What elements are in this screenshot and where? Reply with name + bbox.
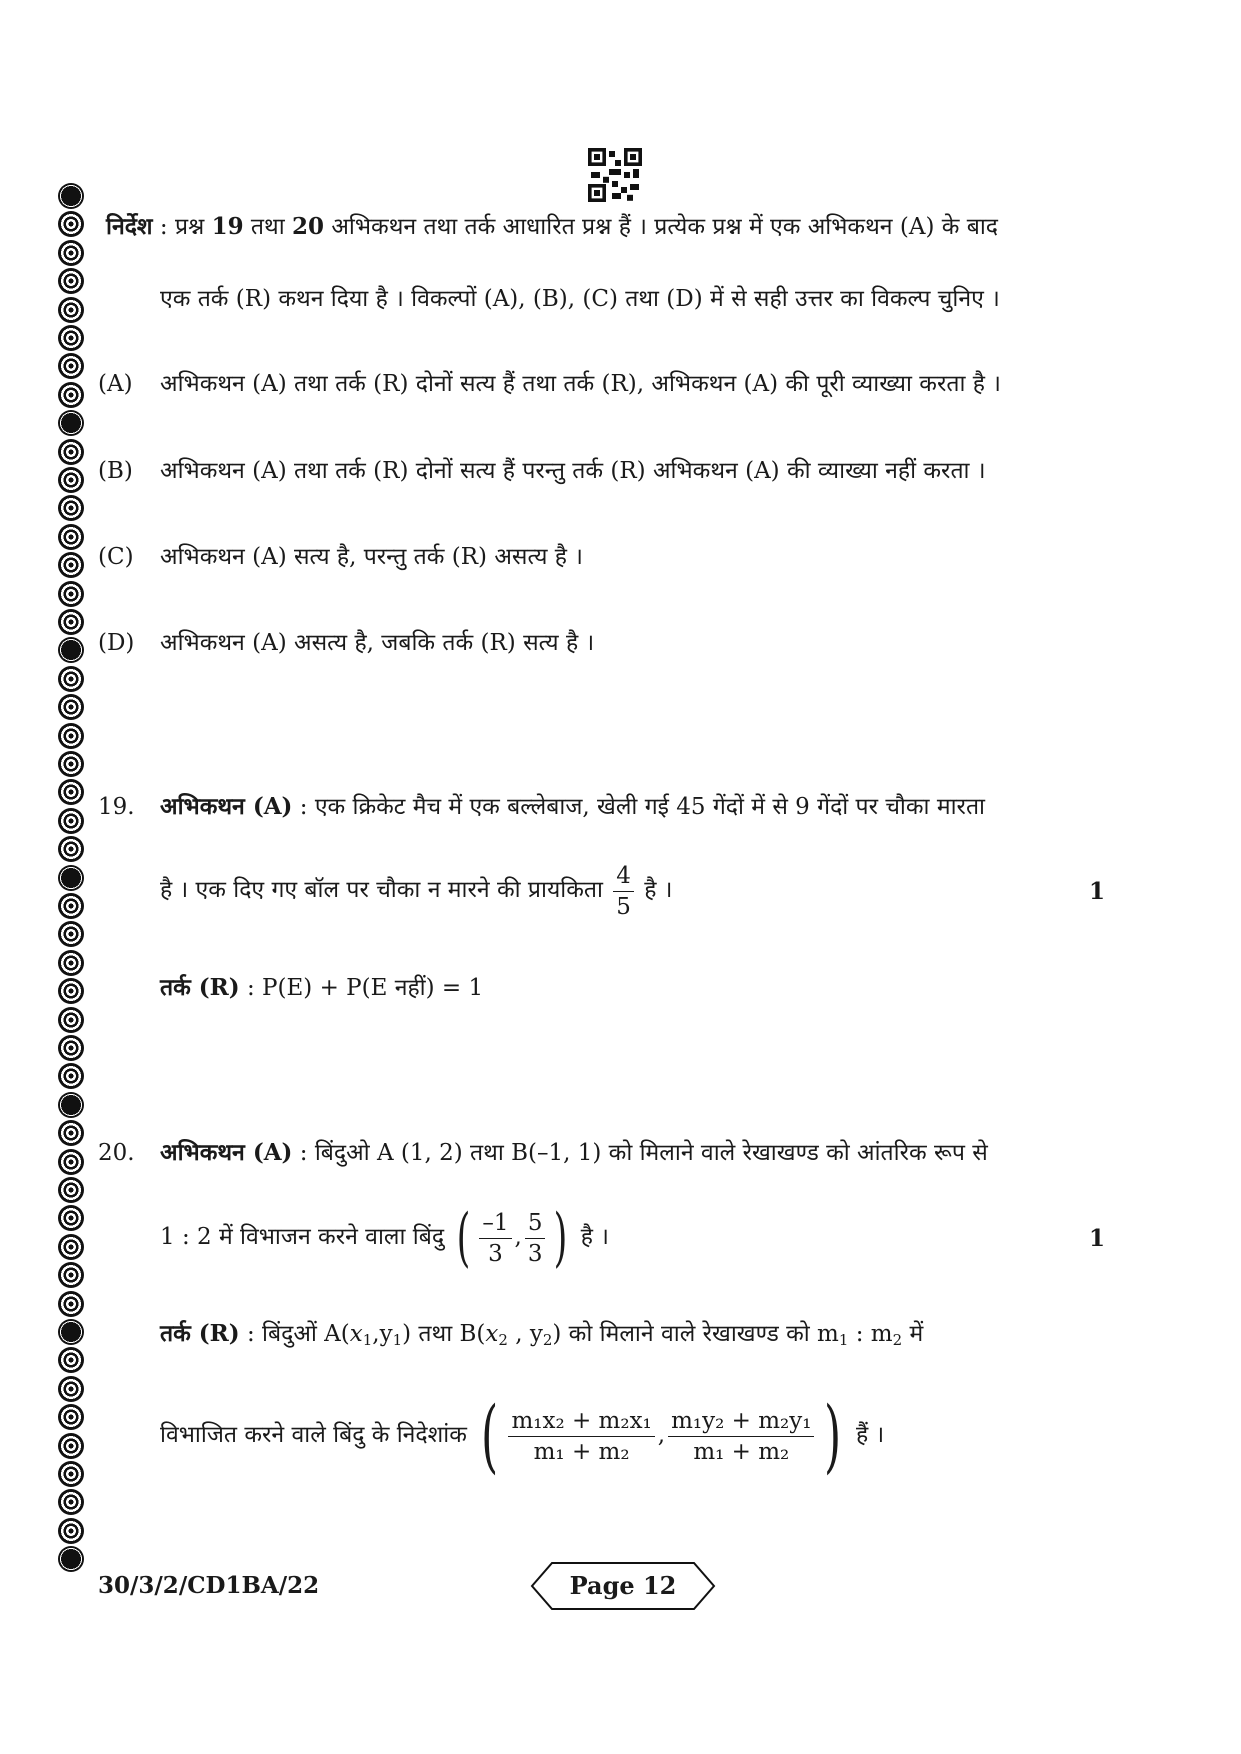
margin-ring	[58, 1291, 84, 1317]
margin-ring	[58, 183, 84, 209]
margin-ring	[58, 921, 84, 947]
option-b-text: अभिकथन (A) तथा तर्क (R) दोनों सत्य हैं परन्तु तर्क (R) अभिकथन (A) की व्याख्या नहीं करता ।	[160, 458, 986, 484]
q20-reason-label: तर्क (R)	[160, 1320, 240, 1347]
margin-ring	[58, 581, 84, 607]
margin-ring	[58, 1262, 84, 1288]
q19-marks: 1	[1089, 878, 1106, 905]
q20-coord-y: $\frac{\text{m₁y₂ + m₂y₁}}{\text{m₁ + m₂}}$	[668, 1407, 814, 1466]
margin-ring	[58, 637, 84, 663]
margin-ring	[58, 1546, 84, 1572]
margin-ring	[58, 751, 84, 777]
margin-ring-border	[56, 183, 88, 1578]
margin-ring	[58, 779, 84, 805]
margin-ring	[58, 978, 84, 1004]
q19-assertion-label: अभिकथन (A)	[160, 793, 293, 820]
margin-ring	[58, 723, 84, 749]
margin-ring	[58, 467, 84, 493]
margin-ring	[58, 609, 84, 635]
margin-ring	[58, 1404, 84, 1430]
q20-reason-line-2: विभाजित करने वाले बिंदु के निदेशांक ( $\frac{\text{m₁x₂ + m₂x₁}}{\text{m₁ + m₂}}$ , $\frac{\text{m₁y₂ + m₂y₁}}{\text{m₁ + m₂}}$ ) हैं ।	[160, 1389, 885, 1482]
margin-ring	[58, 382, 84, 408]
instructions-label: निर्देश	[106, 213, 153, 240]
q20-number: 20.	[98, 1140, 135, 1166]
margin-ring	[58, 666, 84, 692]
q20-assertion-label: अभिकथन (A)	[160, 1139, 293, 1166]
option-b-label: (B)	[98, 458, 133, 484]
q20-reason-line-1: तर्क (R) : बिंदुओं $A(x_1,y_1)$ तथा $B(x_2$ , $y_2$) को मिलाने वाले रेखाखण्ड को $m_1$ : $m_2$ में	[160, 1320, 924, 1349]
margin-ring	[58, 836, 84, 862]
q19-reason: तर्क (R) : P(E) + P(E नहीं) = 1	[160, 974, 484, 1001]
q20-marks: 1	[1089, 1225, 1106, 1252]
margin-ring	[58, 325, 84, 351]
margin-ring	[58, 297, 84, 323]
margin-ring	[58, 1120, 84, 1146]
option-d-text: अभिकथन (A) असत्य है, जबकि तर्क (R) सत्य है ।	[160, 630, 595, 656]
margin-ring	[58, 552, 84, 578]
page-label: Page 12	[569, 1571, 677, 1600]
option-a-label: (A)	[98, 371, 133, 397]
margin-ring	[58, 1433, 84, 1459]
margin-ring	[58, 1234, 84, 1260]
margin-ring	[58, 410, 84, 436]
margin-ring	[58, 893, 84, 919]
margin-ring	[58, 950, 84, 976]
q20-assertion-line-2: 1 : 2 में विभाजन करने वाला बिंदु ( $\frac{-1}{3}$ , $\frac{5}{3}$ ) है ।	[160, 1201, 609, 1275]
margin-ring	[58, 694, 84, 720]
q19-assertion-line-1: अभिकथन (A) : एक क्रिकेट मैच में एक बल्लेबाज, खेली गई 45 गेंदों में से 9 गेंदों पर चौका मारता	[160, 793, 986, 820]
margin-ring	[58, 1518, 84, 1544]
margin-ring	[58, 1376, 84, 1402]
margin-ring	[58, 353, 84, 379]
margin-ring	[58, 865, 84, 891]
margin-ring	[58, 1461, 84, 1487]
margin-ring	[58, 495, 84, 521]
margin-ring	[58, 268, 84, 294]
instructions-line-1: निर्देश : प्रश्न 19 तथा 20 अभिकथन तथा तर्क आधारित प्रश्न हैं । प्रत्येक प्रश्न में एक अभिकथन (A) के बाद	[106, 213, 999, 240]
option-c-label: (C)	[98, 544, 134, 570]
option-a-text: अभिकथन (A) तथा तर्क (R) दोनों सत्य हैं तथा तर्क (R), अभिकथन (A) की पूरी व्याख्या करता है ।	[160, 371, 1001, 397]
q19-fraction: $\frac{4}{5}$	[613, 862, 634, 921]
margin-ring	[58, 1347, 84, 1373]
margin-ring	[58, 808, 84, 834]
margin-ring	[58, 439, 84, 465]
q19-assertion-line-2: है । एक दिए गए बॉल पर चौका न मारने की प्रायकिता $\frac{4}{5}$ है ।	[160, 862, 673, 920]
q20-fraction-y: $\frac{5}{3}$	[525, 1209, 546, 1268]
margin-ring	[58, 1205, 84, 1231]
margin-ring	[58, 211, 84, 237]
page-number-badge	[528, 1560, 718, 1612]
q19-number: 19.	[98, 794, 135, 820]
option-d-label: (D)	[98, 630, 135, 656]
margin-ring	[58, 1489, 84, 1515]
q20-coord-x: $\frac{\text{m₁x₂ + m₂x₁}}{\text{m₁ + m₂}}$	[508, 1407, 654, 1466]
q19-reason-label: तर्क (R)	[160, 974, 240, 1001]
margin-ring	[58, 1063, 84, 1089]
margin-ring	[58, 1177, 84, 1203]
margin-ring	[58, 240, 84, 266]
margin-ring	[58, 1319, 84, 1345]
margin-ring	[58, 524, 84, 550]
instructions-line-2: एक तर्क (R) कथन दिया है । विकल्पों (A), (B), (C) तथा (D) में से सही उत्तर का विकल्प चुनिए ।	[160, 286, 1000, 312]
margin-ring	[58, 1007, 84, 1033]
q20-fraction-x: $\frac{-1}{3}$	[479, 1209, 511, 1268]
margin-ring	[58, 1035, 84, 1061]
option-c-text: अभिकथन (A) सत्य है, परन्तु तर्क (R) असत्य है ।	[160, 544, 584, 570]
qr-code	[588, 148, 642, 202]
q20-assertion-line-1: अभिकथन (A) : बिंदुओ A (1, 2) तथा B(–1, 1) को मिलाने वाले रेखाखण्ड को आंतरिक रूप से	[160, 1139, 988, 1166]
margin-ring	[58, 1092, 84, 1118]
margin-ring	[58, 1149, 84, 1175]
paper-code: 30/3/2/CD1BA/22	[98, 1572, 320, 1599]
